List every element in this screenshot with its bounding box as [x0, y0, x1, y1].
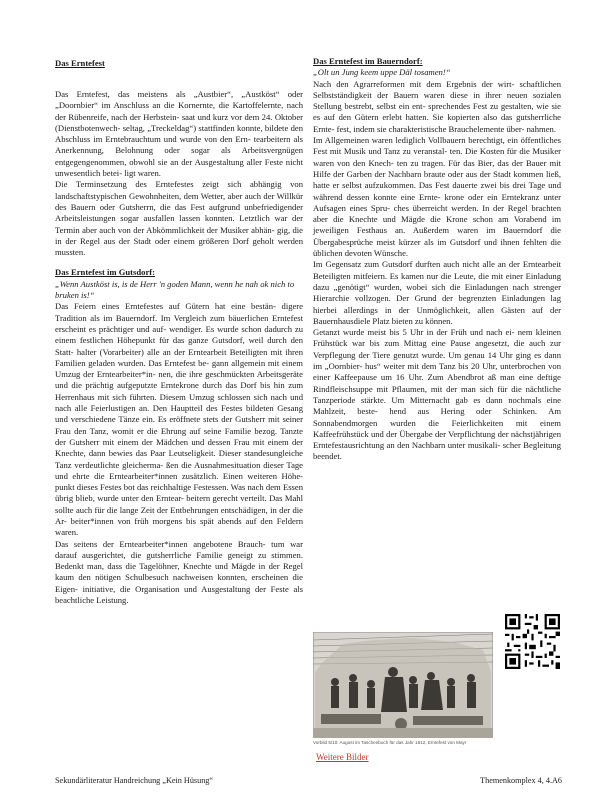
paragraph: Das Erntefest, das meistens als „Austbier“, „Austköst“ oder „Doornbier“ im Anschluss an die Kornernte, die Kartoffelernte, nach der Rübenreife, nach der Herbstein- saat und kurz vor dem 24. Oktober (Dienstbotenwech- seltag, „Treckeldag“) stattfinden konnte, bildete den Abschluss im Erntebrauchtum und wurde von den Ern- tearbeitern als Anerkennung, Belohnung oder sogar als Arbeitsvergnügen entgegengenommen, obwohl sie an der Ausgestaltung aller Feste nicht unwesentlich betei- ligt waren. — [55, 89, 303, 179]
paragraph: Im Gegensatz zum Gutsdorf durften auch nicht alle an der Erntearbeit Beteiligten mitfeiern. Es kamen nur die Leute, die mit einer Einladung dazu „genötigt“ wurden, wobei sich die Einladungen nach strenger Hierarchie vollzogen. Der Grund der begrenzten Einladungen lag hierbei allerdings in der Unmöglichkeit, allen Gästen auf der Bauernhausdiele Platz bieten zu können. — [313, 259, 561, 326]
paragraph: Getanzt wurde meist bis 5 Uhr in der Früh und nach ei- nem kleinen Frühstück war bis zum Mittag eine Pause angesetzt, die auch zur Verpflegung der Tiere genutzt wurde. Um genau 14 Uhr ging es dann im „Oornbier- hus“ weiter mit dem Tanz bis 20 Uhr, unterbrochen von einer Kaffeepause um 16 Uhr. Zum Abendbrot aß man eine deftige Rindfleischsuppe mit Pflaumen, mit der man sich für die nächtliche Tanzperiode stärkte. Um Mitternacht gab es dann nochmals eine Mahlzeit, beste- hend aus Hering oder Schinken. Am Sonnabendmorgen wurden die Feierlichkeiten mit einem Kaffeefrühstück und der Übergabe der Verpflichtung der nächstjährigen Erntefestausrichtung an den Nachbarn unter musikali- scher Begleitung beendet. — [313, 327, 561, 462]
paragraph: Das seitens der Erntearbeiter*innen angebotene Brauch- tum war darauf ausgerichtet, die gutsherrliche Familie geneigt zu stimmen. Bedenkt man, dass die Tagelöhner, Knechte und Mägde in der Regel kaum den nötigen Schulbesuch nachweisen konnten, erscheinen die Eigen- initiative, die Organisation und Ausgestaltung der Feste als beachtliche Leistung. — [55, 538, 303, 606]
right-column — [313, 56, 561, 463]
section-quote: „Olt un Jung keem uppe Däl tosamen!“ — [313, 67, 451, 78]
paragraph: Das Feiern eines Erntefestes auf Gütern hat eine bestän- digere Tradition als im Bauerndorf. Im Vergleich zum bäuerlichen Erntefest erscheint es prächtiger und auf- wendiger. Es wurde schon dadurch zu einem festlichen Höhepunkt für das ganze Gutsdorf, weil durch den Statt- halter (Vorarbeiter) alle an der Erntearbeit Beteiligten mit ihren Familien geladen wurden. Das Erntefest be- gann allgemein mit einem Umzug der Erntearbeiter*in- nen, die ihre geschmückten Arbeitsgeräte und die prächtig aufgeputzte Erntekrone durch das Dorf bis hin zum Herrenhaus mit sich führten. Diesem Umzug schlossen sich nach und nach alle Feierlustigen an. Den Hauptteil des Festes bildeten Gesang und verschiedene Tänze ein. Es eröffnete stets der Gutsherr mit seiner Frau den Tanz, womit er die Ehrung auf seine Familie bezog. Tanzte der Gutsherr mit einem der Mädchen und dessen Frau mit einem der Knechte, dann bewies das Paar Leutseligkeit. Dieser standesungleiche Tanz verdeutlichte gleicherma- ßen die Ausnahmesituation dieser Tage und ehrte die Erntearbeiter*innen zusätzlich. Einen weiteren Höhe- punkt dieses Festes bot das reichhaltige Festessen. Was nach dem Essen übrig blieb, wurde unter den Erntear- beitern gerecht verteilt. Das Mahl sollte auch für die lange Zeit der Entbehrungen entschädigen, in der die Ar- beiter*innen von früh morgens bis spät abends auf den Feldern waren. — [55, 301, 303, 538]
left-column — [55, 56, 303, 606]
more-images-link[interactable]: Weitere Bilder — [316, 752, 369, 762]
harvest-festival-engraving — [313, 632, 493, 738]
footer-right: Themenkomplex 4, 4.A6 — [480, 776, 562, 785]
qr-code-icon[interactable] — [505, 614, 560, 669]
paragraph: Nach den Agrarreformen mit dem Ergebnis der wirt- schaftlichen Selbstständigkeit der Bauern waren diese in ihrer neuen sozialen Stellung bestrebt, selbst ein ent- sprechendes Fest zu gestalten, wie sie es auf den Gütern erlebt hatten. Sie kopierten also das gutsherrliche Ernte- fest, indem sie charakteristische Brauchelemente über- nahmen. — [313, 78, 561, 134]
section-heading-bauerndorf: Das Erntefest im Bauerndorf: — [313, 56, 423, 66]
footer-left: Sekundärliteratur Handreichung „Kein Hüsung“ — [55, 776, 214, 785]
section-quote: „Wenn Austköst is, is de Herr ′n goden Mann, wenn he nah ok nich to bruken is!“ — [55, 278, 295, 301]
section-heading-gutsdorf: Das Erntefest im Gutsdorf: — [55, 267, 156, 278]
page-title: Das Erntefest — [55, 58, 105, 68]
paragraph: Im Allgemeinen waren lediglich Vollbauern berechtigt, ein öffentliches Fest mit Musik und Tanz zu veranstal- ten. Die Kosten für die Musiker waren von den Knech- ten zu tragen. Für das Bier, das der Bauer mit Hilfe der Garben der Nachbarn braute oder aus der Stadt kommen ließ, hatte er selbst aufzukommen. Das Fest dauerte zwei bis drei Tage und während dessen konnte eine Ernte- krone oder ein Erntekranz unter Aufsagen eines Spru- ches überreicht werden. In der Regel brachten aber die Knechte und Mägde die Krone schon am Vorabend im jeweiligen Festhaus an. Außerdem waren im Bauerndorf die Übergabesprüche meist kürzer als im Gutsdorf und ihnen fehlten die üblichen devoten Wünsche. — [313, 135, 561, 259]
image-caption: Vorbild 5/10: August im Taschenbuch für das Jahr 1812, Erntefest von Mayr — [313, 740, 467, 745]
paragraph: Die Terminsetzung des Erntefestes zeigt sich abhängig von landschaftstypischen Gewohnheiten, dem Wetter, aber auch der Willkür des Bauern oder Gutsherrn, die das Fest aufgrund unbefriedigender Arbeitsleistungen sogar ausfallen lassen konnten. Letztlich war der Termin aber auch von der Abkömmlichkeit der Musiker abhän- gig, die in der Regel aus der Stadt oder einem größeren Dorf geholt werden mussten. — [55, 179, 303, 258]
